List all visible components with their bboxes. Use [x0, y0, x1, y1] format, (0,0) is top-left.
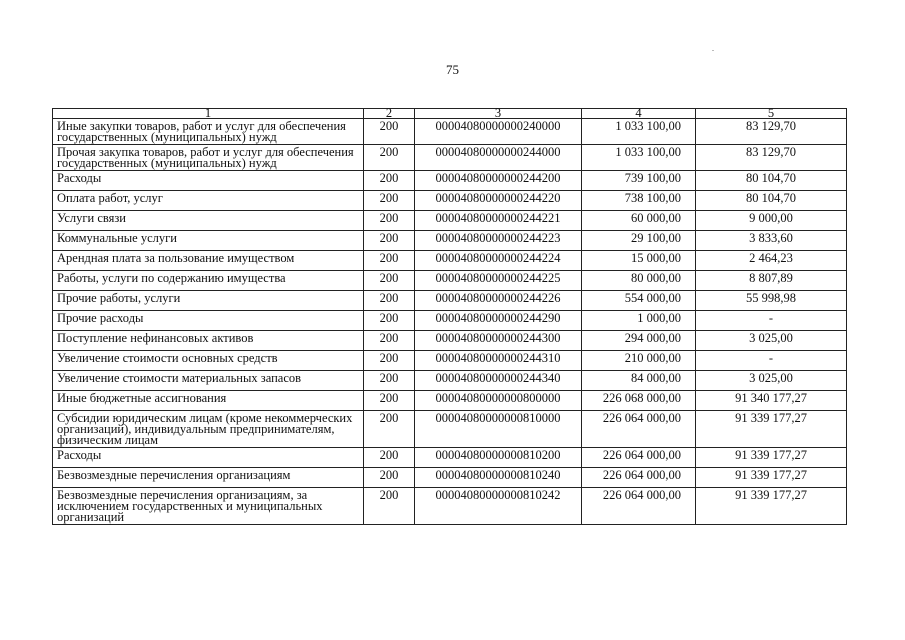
table-row — [53, 251, 847, 271]
row-code-cell: 200 — [364, 231, 415, 251]
row-kbk-cell: 00004080000000244290 — [415, 311, 582, 331]
row-plan-amount-cell: 226 064 000,00 — [582, 411, 696, 448]
row-code-cell: 200 — [364, 311, 415, 331]
row-kbk-cell: 00004080000000244000 — [415, 145, 582, 171]
row-fact-amount-cell: 91 340 177,27 — [696, 391, 847, 411]
row-fact-amount-cell: - — [696, 351, 847, 371]
column-header-2: 2 — [364, 109, 415, 119]
row-code-cell: 200 — [364, 211, 415, 231]
table-row — [53, 448, 847, 468]
table-row — [53, 411, 847, 448]
table-row — [53, 271, 847, 291]
row-name-cell: Иные бюджетные ассигнования — [53, 391, 364, 411]
row-kbk-cell: 00004080000000810000 — [415, 411, 582, 448]
row-code-cell: 200 — [364, 251, 415, 271]
row-code-cell: 200 — [364, 488, 415, 525]
row-fact-amount-cell: 3 025,00 — [696, 371, 847, 391]
row-name-cell: Работы, услуги по содержанию имущества — [53, 271, 364, 291]
table-row — [53, 191, 847, 211]
row-fact-amount-cell: 83 129,70 — [696, 119, 847, 145]
row-fact-amount-cell: 91 339 177,27 — [696, 448, 847, 468]
table-row — [53, 371, 847, 391]
row-fact-amount-cell: 55 998,98 — [696, 291, 847, 311]
row-kbk-cell: 00004080000000244340 — [415, 371, 582, 391]
row-code-cell: 200 — [364, 411, 415, 448]
row-kbk-cell: 00004080000000810200 — [415, 448, 582, 468]
row-plan-amount-cell: 84 000,00 — [582, 371, 696, 391]
row-plan-amount-cell: 15 000,00 — [582, 251, 696, 271]
row-kbk-cell: 00004080000000244225 — [415, 271, 582, 291]
row-fact-amount-cell: 3 025,00 — [696, 331, 847, 351]
table-row — [53, 171, 847, 191]
row-plan-amount-cell: 554 000,00 — [582, 291, 696, 311]
row-kbk-cell: 00004080000000240000 — [415, 119, 582, 145]
row-plan-amount-cell: 294 000,00 — [582, 331, 696, 351]
table-row — [53, 231, 847, 251]
row-name-cell: Расходы — [53, 448, 364, 468]
row-code-cell: 200 — [364, 371, 415, 391]
row-plan-amount-cell: 1 033 100,00 — [582, 119, 696, 145]
page-number: 75 — [446, 62, 459, 77]
row-fact-amount-cell: 83 129,70 — [696, 145, 847, 171]
row-code-cell: 200 — [364, 271, 415, 291]
row-plan-amount-cell: 739 100,00 — [582, 171, 696, 191]
row-name-cell: Иные закупки товаров, работ и услуг для обеспечения государственных (муниципальных) нужд — [53, 119, 364, 145]
table-row — [53, 145, 847, 171]
row-fact-amount-cell: - — [696, 311, 847, 331]
row-plan-amount-cell: 226 064 000,00 — [582, 488, 696, 525]
row-kbk-cell: 00004080000000244224 — [415, 251, 582, 271]
row-kbk-cell: 00004080000000244223 — [415, 231, 582, 251]
table-body — [53, 119, 847, 525]
scan-speck — [712, 50, 714, 51]
row-code-cell: 200 — [364, 448, 415, 468]
row-plan-amount-cell: 29 100,00 — [582, 231, 696, 251]
budget-table — [52, 108, 847, 525]
row-code-cell: 200 — [364, 391, 415, 411]
table-row — [53, 119, 847, 145]
row-name-cell: Прочая закупка товаров, работ и услуг для обеспечения государственных (муниципальных) нужд — [53, 145, 364, 171]
row-kbk-cell: 00004080000000810242 — [415, 488, 582, 525]
row-name-cell: Безвозмездные перечисления организациям, за исключением государственных и муниципальных организаций — [53, 488, 364, 525]
table-row — [53, 391, 847, 411]
row-plan-amount-cell: 226 064 000,00 — [582, 468, 696, 488]
table-row — [53, 291, 847, 311]
header-row — [53, 109, 847, 119]
row-plan-amount-cell: 1 000,00 — [582, 311, 696, 331]
row-plan-amount-cell: 60 000,00 — [582, 211, 696, 231]
row-kbk-cell: 00004080000000244226 — [415, 291, 582, 311]
row-code-cell: 200 — [364, 351, 415, 371]
row-name-cell: Увеличение стоимости материальных запасов — [53, 371, 364, 391]
row-name-cell: Оплата работ, услуг — [53, 191, 364, 211]
row-code-cell: 200 — [364, 331, 415, 351]
row-kbk-cell: 00004080000000800000 — [415, 391, 582, 411]
row-fact-amount-cell: 91 339 177,27 — [696, 411, 847, 448]
row-code-cell: 200 — [364, 191, 415, 211]
row-fact-amount-cell: 2 464,23 — [696, 251, 847, 271]
row-code-cell: 200 — [364, 291, 415, 311]
row-kbk-cell: 00004080000000244221 — [415, 211, 582, 231]
table-row — [53, 351, 847, 371]
row-name-cell: Поступление нефинансовых активов — [53, 331, 364, 351]
row-kbk-cell: 00004080000000244310 — [415, 351, 582, 371]
column-header-1: 1 — [53, 109, 364, 119]
row-code-cell: 200 — [364, 468, 415, 488]
row-name-cell: Прочие работы, услуги — [53, 291, 364, 311]
row-kbk-cell: 00004080000000244220 — [415, 191, 582, 211]
column-header-5: 5 — [696, 109, 847, 119]
column-header-4: 4 — [582, 109, 696, 119]
table-row — [53, 211, 847, 231]
table-row — [53, 468, 847, 488]
row-fact-amount-cell: 80 104,70 — [696, 191, 847, 211]
row-name-cell: Коммунальные услуги — [53, 231, 364, 251]
row-fact-amount-cell: 9 000,00 — [696, 211, 847, 231]
row-code-cell: 200 — [364, 119, 415, 145]
table-row — [53, 311, 847, 331]
row-plan-amount-cell: 80 000,00 — [582, 271, 696, 291]
row-plan-amount-cell: 1 033 100,00 — [582, 145, 696, 171]
table-row — [53, 488, 847, 525]
row-name-cell: Расходы — [53, 171, 364, 191]
row-plan-amount-cell: 210 000,00 — [582, 351, 696, 371]
row-fact-amount-cell: 91 339 177,27 — [696, 488, 847, 525]
row-code-cell: 200 — [364, 145, 415, 171]
row-fact-amount-cell: 91 339 177,27 — [696, 468, 847, 488]
table-row — [53, 331, 847, 351]
row-code-cell: 200 — [364, 171, 415, 191]
row-name-cell: Арендная плата за пользование имуществом — [53, 251, 364, 271]
row-fact-amount-cell: 80 104,70 — [696, 171, 847, 191]
row-name-cell: Безвозмездные перечисления организациям — [53, 468, 364, 488]
column-header-3: 3 — [415, 109, 582, 119]
row-name-cell: Увеличение стоимости основных средств — [53, 351, 364, 371]
row-plan-amount-cell: 738 100,00 — [582, 191, 696, 211]
row-kbk-cell: 00004080000000244300 — [415, 331, 582, 351]
row-name-cell: Услуги связи — [53, 211, 364, 231]
row-fact-amount-cell: 3 833,60 — [696, 231, 847, 251]
row-plan-amount-cell: 226 068 000,00 — [582, 391, 696, 411]
row-name-cell: Прочие расходы — [53, 311, 364, 331]
row-kbk-cell: 00004080000000244200 — [415, 171, 582, 191]
row-fact-amount-cell: 8 807,89 — [696, 271, 847, 291]
row-plan-amount-cell: 226 064 000,00 — [582, 448, 696, 468]
row-name-cell: Субсидии юридическим лицам (кроме некоммерческих организаций), индивидуальным предпринимателям, физическим лицам — [53, 411, 364, 448]
row-kbk-cell: 00004080000000810240 — [415, 468, 582, 488]
